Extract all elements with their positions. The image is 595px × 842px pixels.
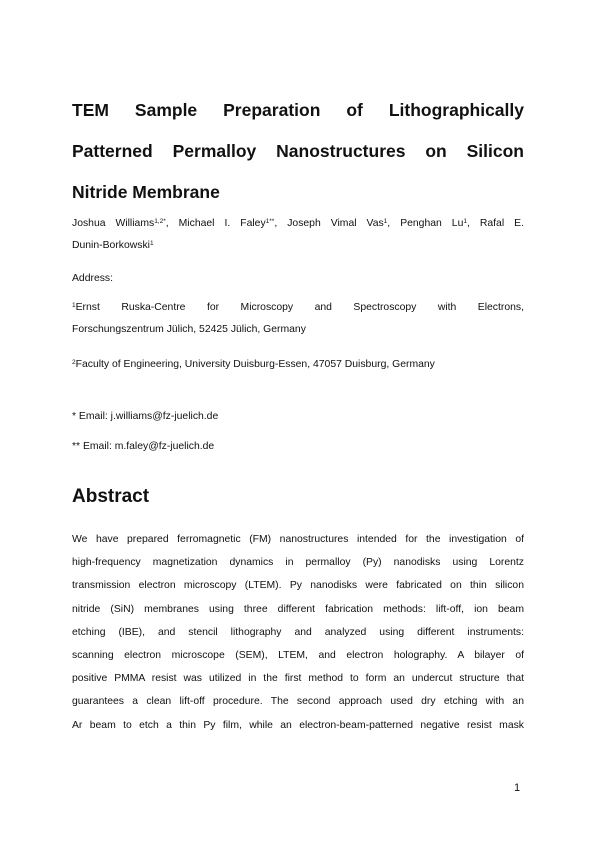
address-label: Address: [72,273,114,284]
abstract-line: Ar beam to etch a thin Py film, while an electron-beam-patterned negative resist mask [72,719,524,731]
affiliation-text: Faculty of Engineering, University Duisburg-Essen, 47057 Duisburg, Germany [75,359,435,370]
abstract-line: guarantees a clean lift-off procedure. The second approach used dry etching with an [72,696,524,708]
author-name: Joseph Vimal Vas [287,218,384,229]
abstract-line: nitride (SiN) membranes using three different fabrication methods: lift-off, ion beam [72,603,524,615]
affiliation-text: Ernst Ruska-Centre for Microscopy and Spectroscopy with Electrons, [75,302,524,313]
title-line-3: Nitride Membrane [72,182,220,202]
abstract-line: high-frequency magnetization dynamics in permalloy (Py) nanodisks using Lorentz [72,557,524,569]
author-name: Rafal E. [479,218,524,229]
author-name: Michael I. Faley [178,218,266,229]
author-line-2 [72,235,524,257]
separator: , [387,218,401,229]
affiliation-mark: 1 [72,302,76,309]
author-name: Joshua Williams [72,218,155,229]
title-line-2: Patterned Permalloy Nanostructures on Silicon [72,141,524,161]
author-name: Penghan Lu [400,218,464,229]
abstract-line: positive PMMA resist was utilized in the first method to form an undercut structure that [72,673,524,685]
abstract-line: transmission electron microscopy (LTEM). Py nanodisks were fabricated on thin silicon [72,580,524,592]
affiliation-1-line-2: Forschungszentrum Jülich, 52425 Jülich, Germany [72,324,306,335]
author-affiliation-mark: 1 [149,240,154,247]
separator: , [466,218,480,229]
affiliation-2 [72,354,524,376]
paper-title [72,90,524,213]
title-line-1: TEM Sample Preparation of Lithographically [72,100,524,120]
affiliation-mark: 2 [72,359,76,366]
author-affiliation-mark: 1 [383,218,388,225]
author-list [72,213,524,257]
author-affiliation-mark: 1** [265,218,275,225]
affiliation-1-line-1 [72,297,524,319]
author-name: Dunin-Borkowski [72,240,150,251]
author-line-1 [72,213,524,235]
page-number: 1 [514,782,521,794]
separator: , [165,218,179,229]
email-2: ** Email: m.faley@fz-juelich.de [72,441,215,452]
affiliation-1 [72,297,524,341]
author-affiliation-mark: 1 [463,218,467,225]
abstract-line: etching (IBE), and stencil lithography and analyzed using different instruments: [72,626,524,638]
abstract-line: We have prepared ferromagnetic (FM) nanostructures intended for the investigation of [72,534,524,545]
email-1: * Email: j.williams@fz-juelich.de [72,411,219,422]
separator: , [274,218,288,229]
abstract-body [72,528,524,737]
author-affiliation-mark: 1,2* [154,218,166,225]
abstract-heading: Abstract [72,486,150,507]
abstract-line: scanning electron microscope (SEM), LTEM, and electron holography. A bilayer of [72,650,524,662]
